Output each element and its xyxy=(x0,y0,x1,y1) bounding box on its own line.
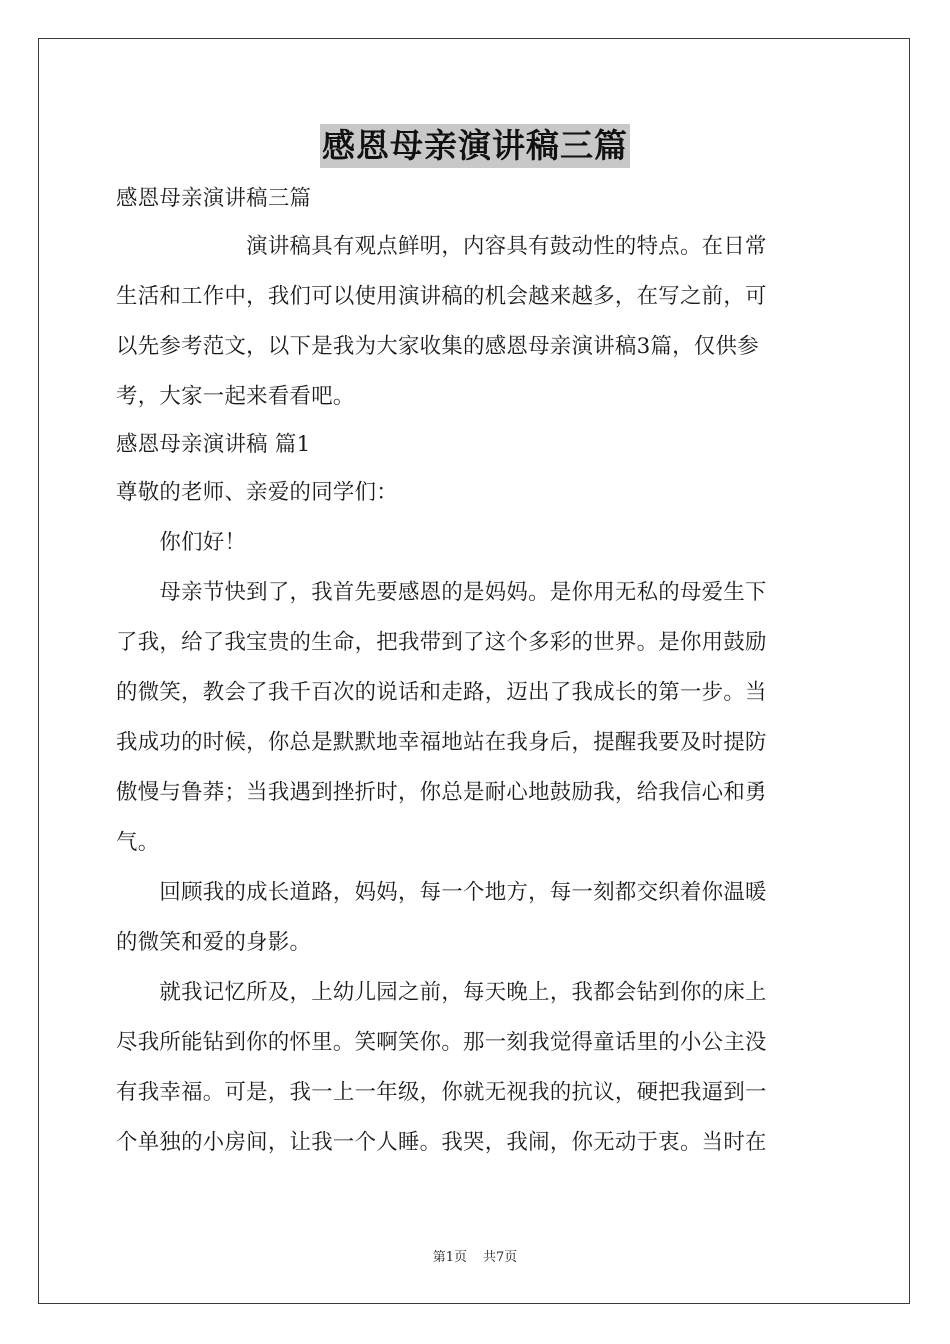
text-line: 气。 xyxy=(116,830,160,855)
text-line: 你们好！ xyxy=(116,530,247,555)
text-line: 生活和工作中，我们可以使用演讲稿的机会越来越多，在写之前，可 xyxy=(116,284,767,309)
text-line: 感恩母亲演讲稿三篇 xyxy=(116,186,312,211)
text-line: 了我，给了我宝贵的生命，把我带到了这个多彩的世界。是你用鼓励 xyxy=(116,630,767,655)
page-number: 第1页 xyxy=(432,1250,467,1265)
title-container xyxy=(0,124,950,168)
section-heading: 感恩母亲演讲稿 篇1 xyxy=(116,432,311,457)
document-title: 感恩母亲演讲稿三篇 xyxy=(320,124,630,168)
page-footer xyxy=(0,1246,950,1265)
text-line: 演讲稿具有观点鲜明，内容具有鼓动性的特点。在日常 xyxy=(116,234,767,259)
text-line: 的微笑，教会了我千百次的说话和走路，迈出了我成长的第一步。当 xyxy=(116,680,767,705)
text-line: 尊敬的老师、亲爱的同学们： xyxy=(116,480,398,505)
text-line: 有我幸福。可是，我一上一年级，你就无视我的抗议，硬把我逼到一 xyxy=(116,1080,767,1105)
text-line: 回顾我的成长道路，妈妈，每一个地方，每一刻都交织着你温暖 xyxy=(116,880,767,905)
text-line: 考，大家一起来看看吧。 xyxy=(116,384,355,409)
text-line: 我成功的时候，你总是默默地幸福地站在我身后，提醒我要及时提防 xyxy=(116,730,767,755)
text-line: 的微笑和爱的身影。 xyxy=(116,930,312,955)
text-line: 就我记忆所及，上幼儿园之前，每天晚上，我都会钻到你的床上 xyxy=(116,980,767,1005)
text-line: 个单独的小房间，让我一个人睡。我哭，我闹，你无动于衷。当时在 xyxy=(116,1130,767,1155)
text-line: 以先参考范文，以下是我为大家收集的感恩母亲演讲稿3篇，仅供参 xyxy=(116,334,759,359)
text-line: 傲慢与鲁莽；当我遇到挫折时，你总是耐心地鼓励我，给我信心和勇 xyxy=(116,780,767,805)
page-total: 共7页 xyxy=(483,1250,518,1265)
text-line: 母亲节快到了，我首先要感恩的是妈妈。是你用无私的母爱生下 xyxy=(116,580,767,605)
document-body xyxy=(116,176,834,1168)
text-line: 尽我所能钻到你的怀里。笑啊笑你。那一刻我觉得童话里的小公主没 xyxy=(116,1030,767,1055)
